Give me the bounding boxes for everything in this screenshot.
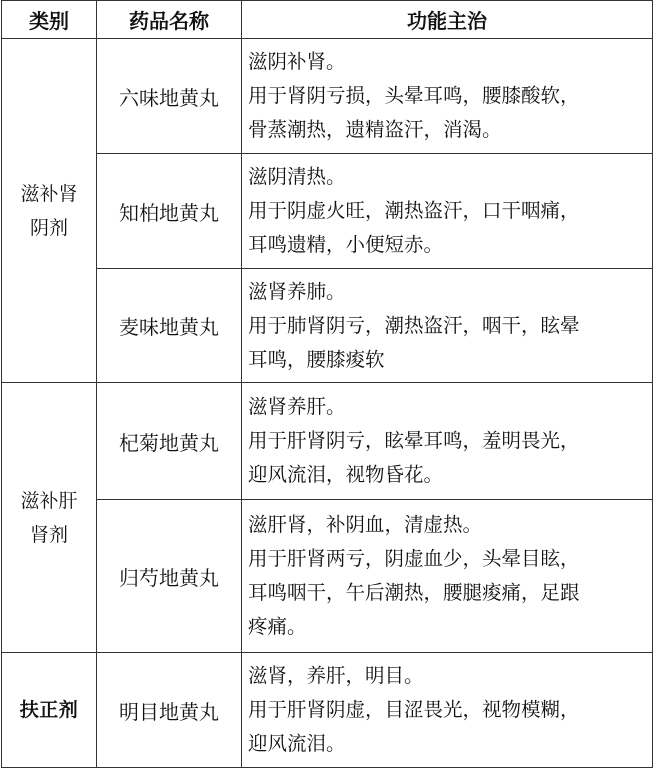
header-name: 药品名称 [97, 1, 242, 39]
category-cell [2, 39, 97, 383]
category-cell [2, 383, 97, 653]
category-line: 滋补肾 [20, 182, 78, 205]
category-cell [2, 653, 97, 768]
table-row [2, 653, 653, 768]
function-line: 滋肾养肝。 [248, 395, 346, 418]
function-cell [242, 39, 653, 154]
medicine-name: 六味地黄丸 [97, 39, 242, 154]
function-line: 骨蒸潮热，遗精盗汗，消渴。 [248, 118, 502, 141]
table-row [2, 383, 653, 500]
function-line: 迎风流泪，视物昏花。 [248, 463, 444, 486]
function-line: 用于肝肾阴虚，目涩畏光，视物模糊， [248, 698, 580, 721]
function-line: 迎风流泪。 [248, 732, 346, 755]
function-line: 用于阴虚火旺，潮热盗汗，口干咽痛， [248, 199, 580, 222]
medicine-name: 明目地黄丸 [97, 653, 242, 768]
function-line: 滋阴清热。 [248, 165, 346, 188]
table-row [2, 269, 653, 383]
function-cell [242, 500, 653, 653]
function-cell [242, 383, 653, 500]
function-line: 用于肝肾阴亏，眩晕耳鸣，羞明畏光， [248, 429, 580, 452]
header-function: 功能主治 [242, 1, 653, 39]
category-line: 扶正剂 [19, 699, 79, 721]
category-line: 肾剂 [29, 523, 68, 546]
function-cell [242, 269, 653, 383]
table-row [2, 500, 653, 653]
table-row [2, 39, 653, 154]
function-line: 耳鸣遗精，小便短赤。 [248, 233, 444, 256]
category-line: 阴剂 [29, 216, 68, 239]
category-line: 滋补肝 [20, 489, 78, 512]
function-line: 用于肺肾阴亏，潮热盗汗，咽干，眩晕 [248, 313, 580, 337]
function-line: 滋肾养肺。 [248, 279, 346, 303]
function-line: 滋肝肾，补阴血，清虚热。 [248, 513, 483, 536]
function-line: 滋肾，养肝，明目。 [248, 664, 424, 687]
function-line: 用于肾阴亏损，头晕耳鸣，腰膝酸软， [248, 84, 580, 107]
medicine-name: 归芍地黄丸 [97, 500, 242, 653]
medicine-name: 麦味地黄丸 [97, 269, 242, 383]
formula-table [1, 0, 653, 768]
function-line: 滋阴补肾。 [248, 50, 346, 73]
table-row [2, 154, 653, 269]
medicine-name: 杞菊地黄丸 [97, 383, 242, 500]
function-line: 耳鸣，腰膝痠软 [248, 347, 385, 371]
header-row [2, 1, 653, 39]
medicine-name: 知柏地黄丸 [97, 154, 242, 269]
function-line: 耳鸣咽干，午后潮热，腰腿痠痛，足跟 [248, 581, 580, 604]
function-cell [242, 154, 653, 269]
function-cell [242, 653, 653, 768]
function-line: 用于肝肾两亏，阴虚血少，头晕目眩， [248, 547, 580, 570]
function-line: 疼痛。 [248, 615, 307, 638]
header-category: 类别 [2, 1, 97, 39]
